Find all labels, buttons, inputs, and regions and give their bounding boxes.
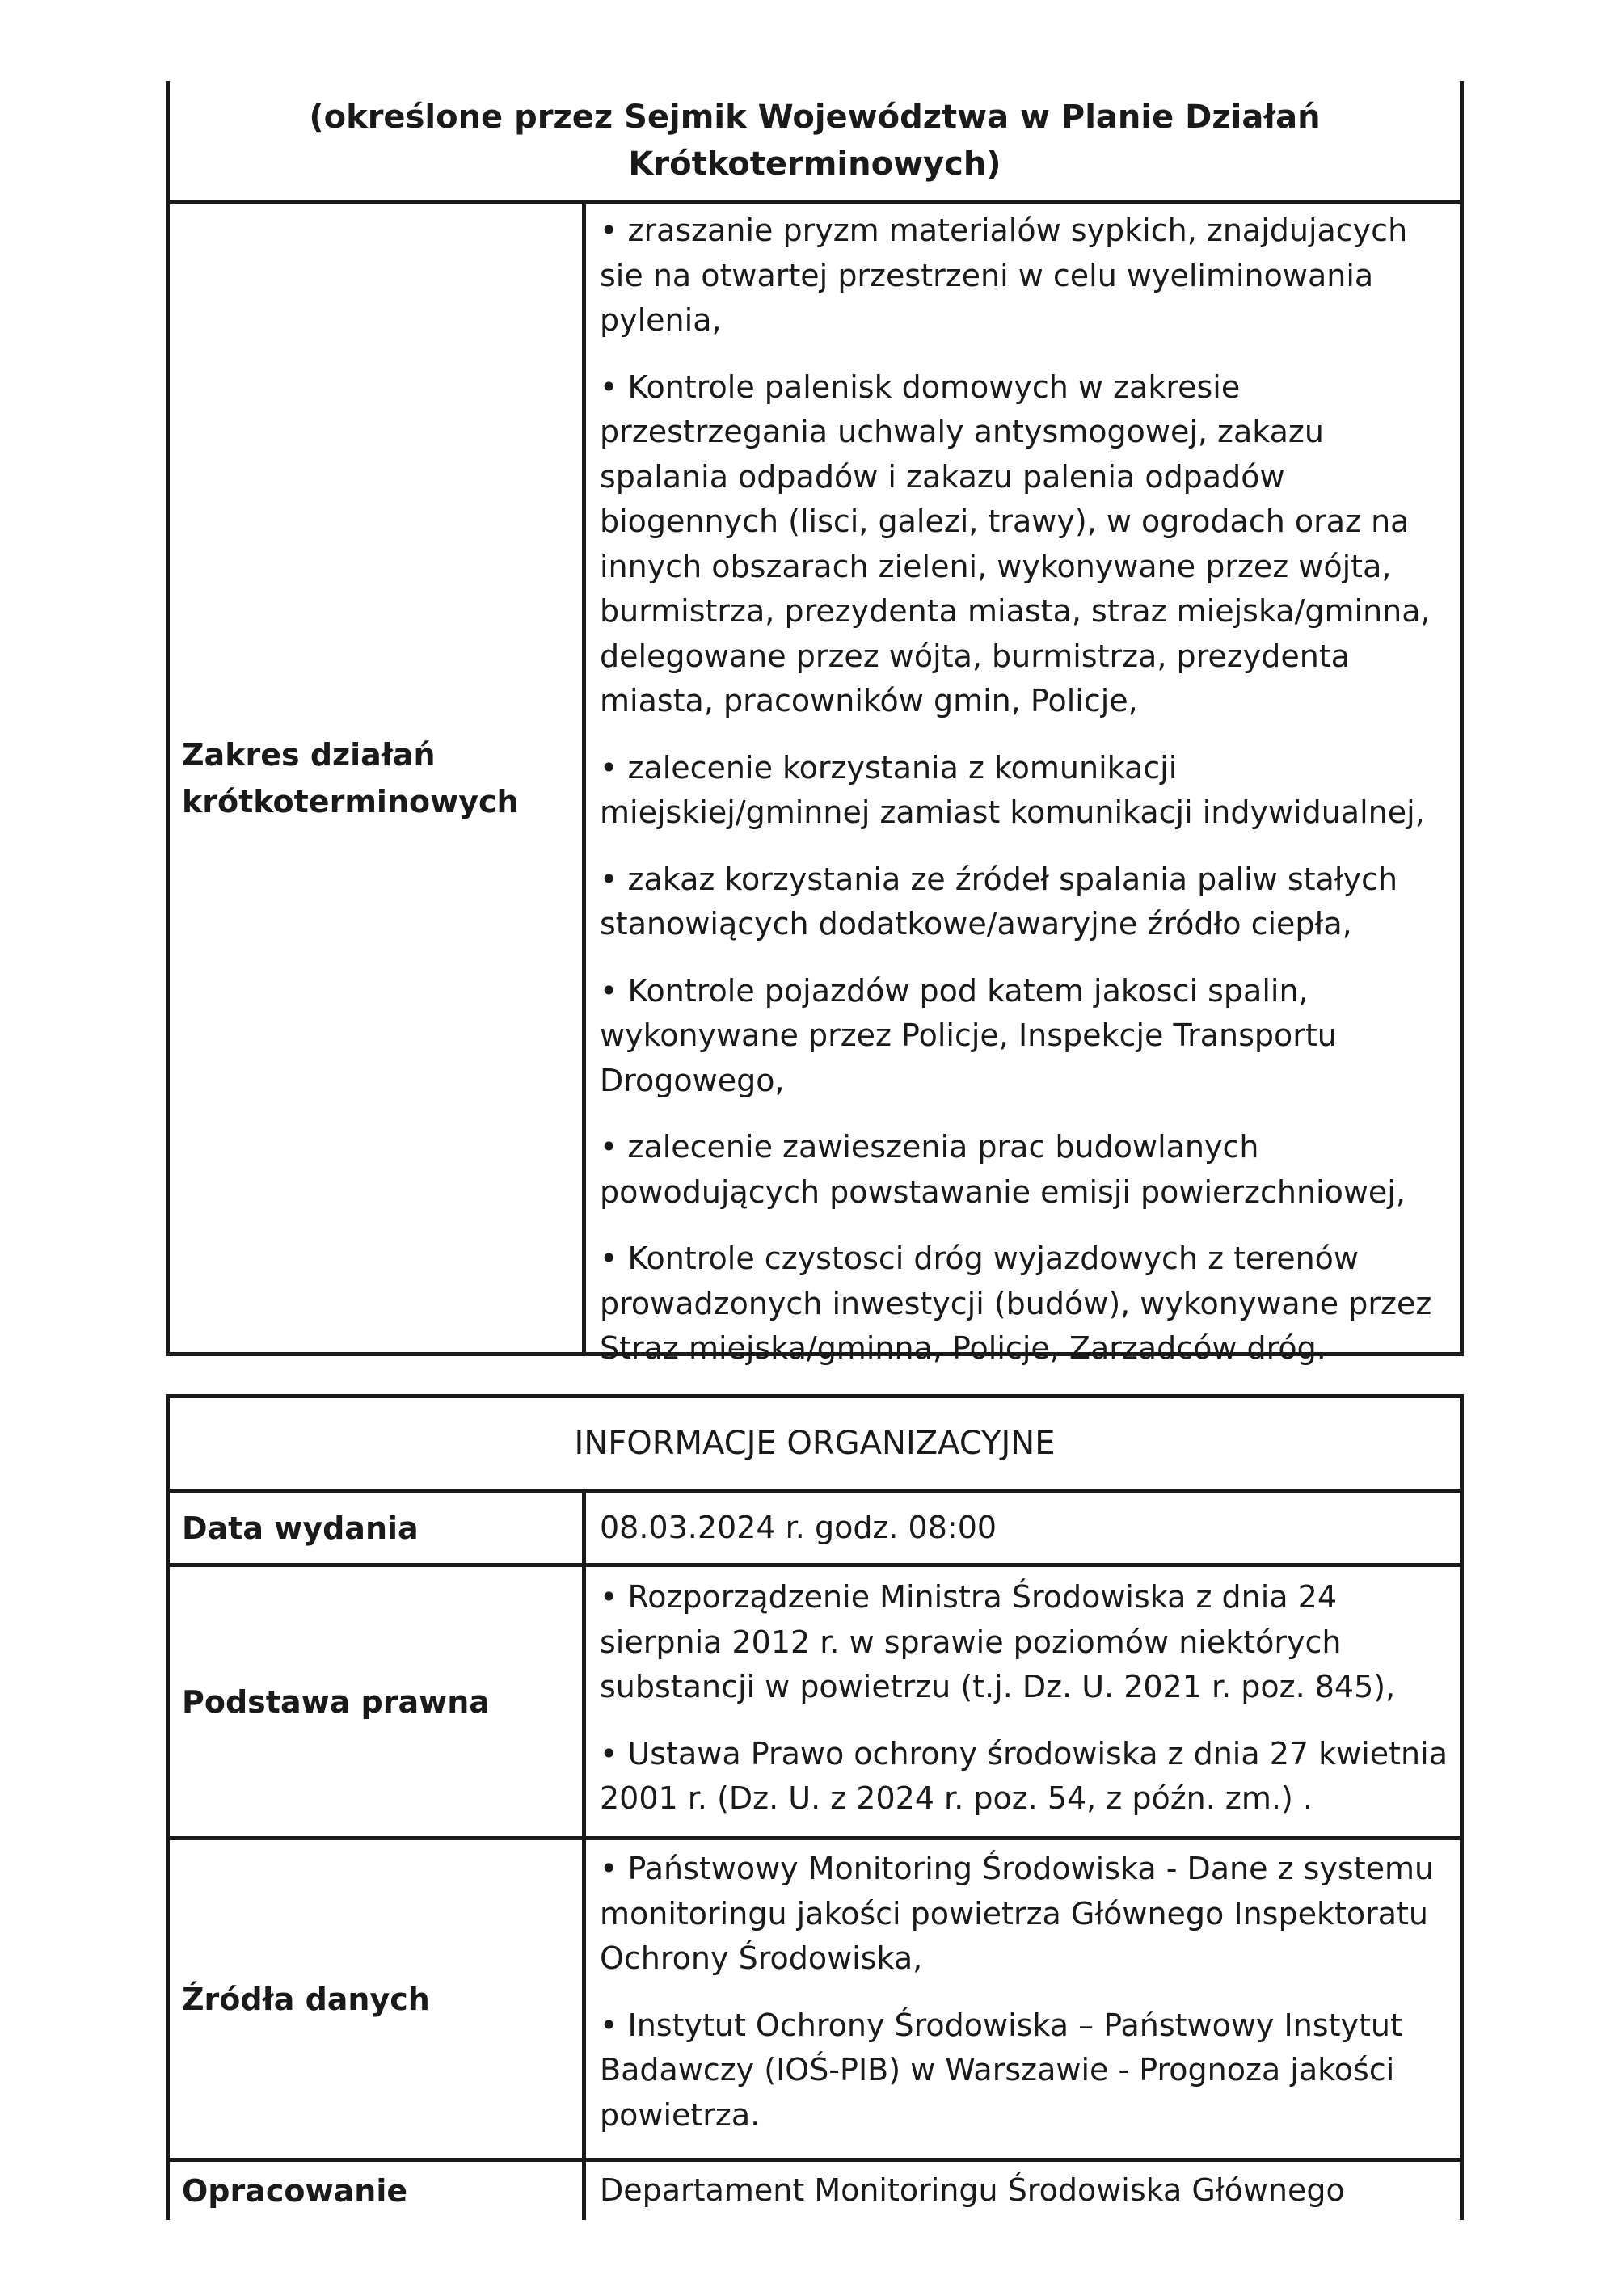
list-item: • Ustawa Prawo ochrony środowiska z dnia 27 kwietnia 2001 r. (Dz. U. z 2024 r. poz. 54, z późn. zm.) . (600, 1735, 1448, 1816)
row-value (586, 1840, 1460, 2158)
row-label (170, 1567, 586, 1836)
list-item: • Kontrole palenisk domowych w zakresie przestrzegania uchwaly antysmogowej, zakazu spalania odpadów i zakazu palenia odpadów biogennych (lisci, galezi, trawy), w ogrodach oraz na innych obszarach zieleni, wykonywane przez wójta, burmistrza, prezydenta miasta, straz miejska/gminna, delegowane przez wójta, burmistrza, prezydenta miasta, pracowników gmin, Policje, (600, 369, 1431, 718)
list-item: • Instytut Ochrony Środowiska – Państwowy Instytut Badawczy (IOŚ-PIB) w Warszawie - Prognoza jakości powietrza. (600, 2007, 1402, 2133)
list-item: • zalecenie zawieszenia prac budowlanych powodujących powstawanie emisji powierzchniowej, (600, 1129, 1406, 1210)
list-item: • Państwowy Monitoring Środowiska - Dane z systemu monitoringu jakości powietrza Głównego Inspektoratu Ochrony Środowiska, (600, 1851, 1435, 1976)
prepared-by-value: Departament Monitoringu Środowiska Głównego (600, 2172, 1345, 2209)
row-label-text: Podstawa prawna (182, 1683, 490, 1720)
list-item: • zraszanie pryzm materialów sypkich, znajdujacych sie na otwartej przestrzeni w celu wyeliminowania pylenia, (600, 213, 1408, 338)
row-label (170, 204, 586, 1352)
row-value (586, 204, 1460, 1366)
row-label-text: Opracowanie (182, 2173, 408, 2209)
row-value (586, 1567, 1460, 1836)
table-header: (określone przez Sejmik Województwa w Planie Działań Krótkoterminowych) (170, 81, 1460, 204)
issue-date-value: 08.03.2024 r. godz. 08:00 (600, 1509, 997, 1545)
list-item: • Kontrole czystosci dróg wyjazdowych z terenów prowadzonych inwestycji (budów), wykonywane przez Straz miejska/gminna, Policje, Zarzadców dróg. (600, 1241, 1432, 1366)
list-item: • Kontrole pojazdów pod katem jakosci spalin, wykonywane przez Policje, Inspekcje Transportu Drogowego, (600, 972, 1337, 1098)
row-label (170, 1493, 586, 1563)
row-value (586, 1493, 1460, 1563)
table-row-legal-basis (170, 1567, 1460, 1840)
short-term-actions-table (166, 81, 1464, 1366)
table-row-short-term-actions (170, 204, 1460, 1366)
row-label-text: Zakres działań krótkoterminowych (182, 737, 519, 819)
table-row-prepared-by (170, 2162, 1460, 2220)
list-item: • zakaz korzystania ze źródeł spalania paliw stałych stanowiących dodatkowe/awaryjne źródło ciepła, (600, 861, 1398, 942)
row-label-text: Źródła danych (182, 1981, 430, 2017)
row-label-text: Data wydania (182, 1510, 419, 1546)
table-row-issue-date (170, 1493, 1460, 1567)
organizational-info-table (166, 1394, 1464, 2220)
row-label (170, 2162, 586, 2220)
list-item: • Rozporządzenie Ministra Środowiska z dnia 24 sierpnia 2012 r. w sprawie poziomów niektórych substancji w powietrzu (t.j. Dz. U. 2021 r. poz. 845), (600, 1579, 1396, 1704)
table-row-data-sources (170, 1840, 1460, 2162)
table-header: INFORMACJE ORGANIZACYJNE (170, 1398, 1460, 1493)
row-label (170, 1840, 586, 2158)
row-value (586, 2162, 1460, 2220)
list-item: • zalecenie korzystania z komunikacji miejskiej/gminnej zamiast komunikacji indywidualnej, (600, 749, 1425, 830)
